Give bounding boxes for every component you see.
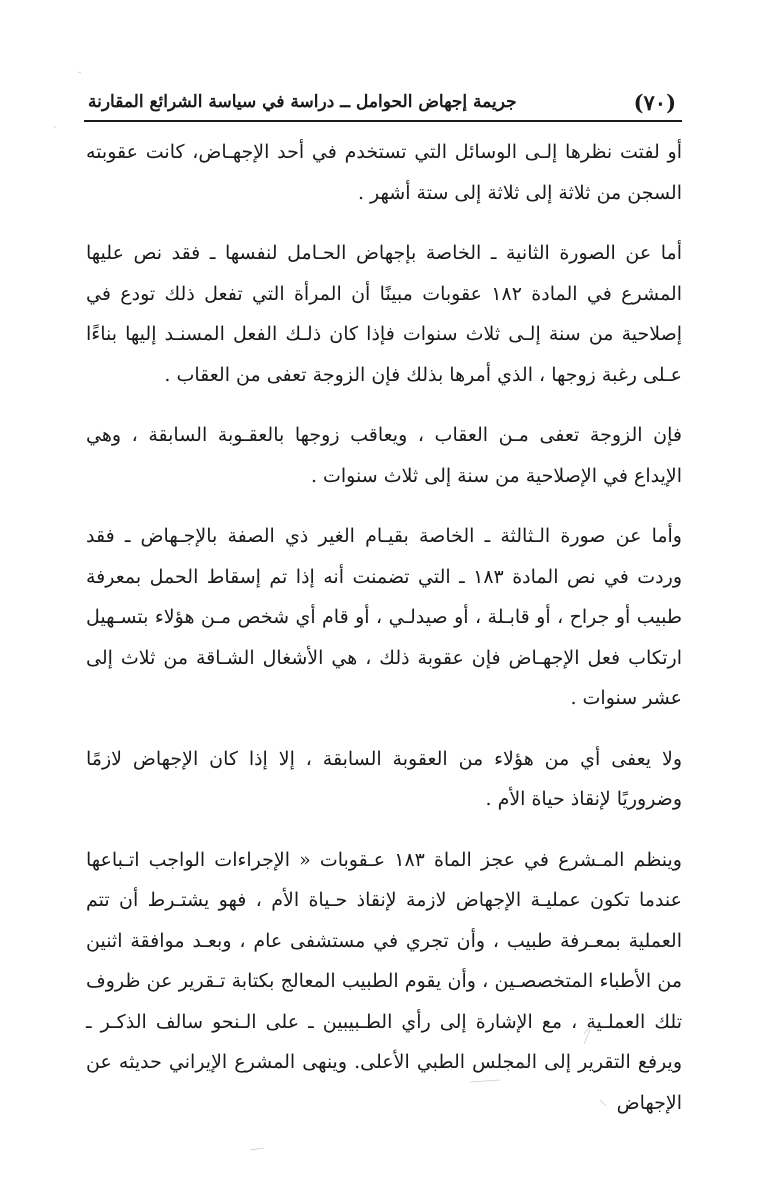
paragraph-6: وينظم المـشرع في عجز الماة ١٨٣ عـقوبات « الإجراءات الواجب اتـباعها عندما تكون عمليـة الإجهاض لازمة لإنقاذ حـياة الأم ، فهو يشتـرط أن تتم العملية بمعـرفة طبيب ، وأن تجري في مستشفى عام ، وبعـد موافقة اثنين من الأطباء المتخصصـين ، وأن يقوم الطبيب المعالج بكتابة تـقرير عن ظروف تلك العملـية ، مع الإشارة إلى رأي الطـبيبين ـ على الـنحو سالف الذكـر ـ ويرفع التقرير إلى المجلس الطبي الأعلى. وينهى المشرع الإيراني حديثه عن الإجهاض <box>86 848 682 1114</box>
body-text <box>86 132 682 1123</box>
header-rule <box>84 120 682 122</box>
paragraph-3: فإن الزوجة تعفى مـن العقاب ، ويعاقب زوجها بالعقـوبة السابقة ، وهي الإيداع في الإصلاحية من سنة إلى ثلاث سنوات . <box>86 424 682 487</box>
paragraph-5: ولا يعفى أي من هؤلاء من العقوبة السابقة ، إلا إذا كان الإجهاض لازمًا وضروريًا لإنقاذ حياة الأم . <box>86 747 682 810</box>
paragraph-1: أو لفتت نظرها إلـى الوسائل التي تستخدم في أحد الإجهـاض، كانت عقوبته السجن من ثلاثة إلى ثلاثة إلى ستة أشهر . <box>86 141 682 204</box>
page-header <box>82 86 682 116</box>
paragraph-4: وأما عن صورة الـثالثة ـ الخاصة بقيـام الغير ذي الصفة بالإجـهاض ـ فقد وردت في نص المادة ١٨٣ ـ التي تضمنت أنه إذا تم إسقاط الحمل بمعرفة طبيب أو جراح ، أو قابـلة ، أو صيدلـي ، أو قام أي شخص مـن هؤلاء بتسـهيل ارتكاب فعل الإجهـاض فإن عقوبة ذلك ، هي الأشغال الشـاقة من ثلاث إلى عشر سنوات . <box>86 525 682 709</box>
running-title: جريمة إجهاض الحوامل ــ دراسة في سياسة الشرائع المقارنة <box>88 92 517 112</box>
paragraph-2: أما عن الصورة الثانية ـ الخاصة بإجهاض الحـامل لنفسها ـ فقد نص عليها المشرع في المادة ١٨٢ عقوبات مبينًا أن المرأة التي تفعل ذلك تودع في إصلاحية من سنة إلـى ثلاث سنوات فإذا كان ذلـك الفعل المسنـد إليها بناءًا عـلى رغبة زوجها ، الذي أمرها بذلك فإن الزوجة تعفى من العقاب . <box>86 242 682 386</box>
page-number: (٧٠) <box>633 90 676 115</box>
